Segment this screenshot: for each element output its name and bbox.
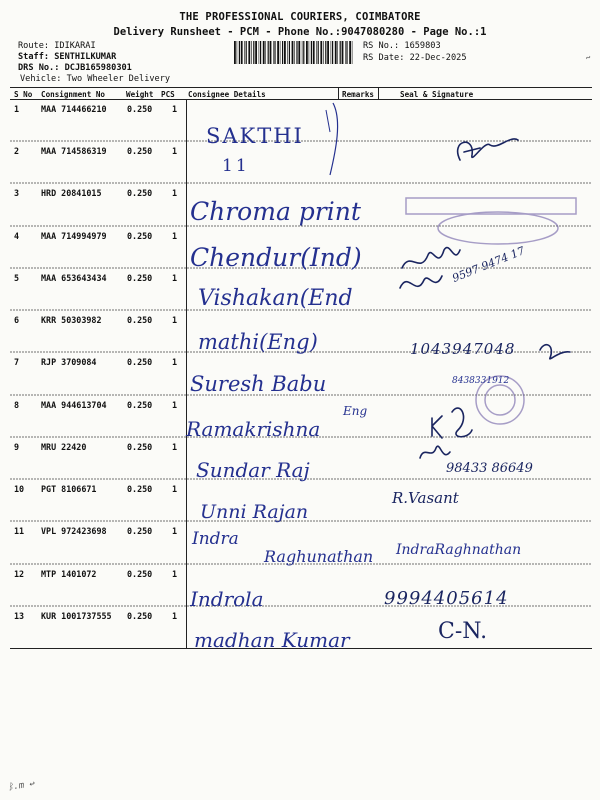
- row-weight: 0.250: [127, 526, 153, 536]
- row-weight: 0.250: [127, 315, 153, 325]
- row-weight: 0.250: [127, 188, 153, 198]
- row-sno: 7: [14, 357, 20, 367]
- col-header-seal-signature: Seal & Signature: [400, 90, 474, 99]
- handwritten-eng-tag: Eng: [343, 404, 368, 418]
- row-sno: 11: [14, 526, 25, 536]
- row-sno: 9: [14, 442, 20, 452]
- col-header-pcs: PCS: [161, 90, 175, 99]
- row-consignment: MRU 22420: [41, 442, 87, 452]
- handwritten-consignee-12: Indrola: [190, 587, 264, 611]
- row-sno: 12: [14, 569, 25, 579]
- barcode-icon: [232, 40, 356, 65]
- row-sno: 5: [14, 273, 20, 283]
- rs-date-label: RS Date:: [363, 53, 405, 63]
- vehicle-value: Two Wheeler Delivery: [66, 74, 171, 84]
- signature-row10: R.Vasant: [392, 489, 459, 507]
- drs-line: [18, 63, 132, 73]
- vehicle-label: Vehicle:: [20, 74, 62, 84]
- row-consignment: MAA 714466210: [41, 104, 107, 114]
- row-sno: 10: [14, 484, 25, 494]
- signature-phone-row4: 9597 9474 17: [450, 244, 527, 285]
- row-consignment: RJP 3709084: [41, 357, 97, 367]
- signature-strokes: [380, 100, 592, 648]
- row-weight: 0.250: [127, 484, 153, 494]
- row-weight: 0.250: [127, 442, 153, 452]
- row-pcs: 1: [172, 357, 178, 367]
- rs-date-value: 22-Dec-2025: [409, 53, 467, 63]
- signature-row11: IndraRaghnathan: [396, 542, 522, 558]
- row-sno: 2: [14, 146, 20, 156]
- row-pcs: 1: [172, 315, 178, 325]
- row-consignment: PGT 8106671: [41, 484, 97, 494]
- handwritten-consignee-5: Vishakan(End: [198, 286, 353, 311]
- row-pcs: 1: [172, 442, 178, 452]
- row-weight: 0.250: [127, 611, 153, 621]
- row-pcs: 1: [172, 231, 178, 241]
- row-consignment: KUR 1001737555: [41, 611, 112, 621]
- row-weight: 0.250: [127, 400, 153, 410]
- row-pcs: 1: [172, 569, 178, 579]
- row-weight: 0.250: [127, 104, 153, 114]
- route-line: [18, 41, 96, 51]
- row-pcs: 1: [172, 146, 178, 156]
- col-header-consignment: Consignment No: [41, 90, 106, 99]
- col-header-weight: Weight: [126, 90, 154, 99]
- handwritten-consignee-13: madhan Kumar: [194, 628, 350, 652]
- remarks-divider-right: [378, 87, 379, 99]
- handwritten-consignee-4: Chendur(Ind): [190, 243, 362, 272]
- staff-value: SENTHILKUMAR: [54, 52, 117, 62]
- signature-row13: C-N.: [438, 619, 488, 644]
- row-pcs: 1: [172, 104, 178, 114]
- runsheet-subtitle: Delivery Runsheet - PCM - Phone No.:9047080280 - Page No.:1: [113, 26, 487, 38]
- row-pcs: 1: [172, 611, 178, 621]
- row-sno: 6: [14, 315, 20, 325]
- handwritten-consignee-9: Sundar Raj: [196, 458, 310, 482]
- row-consignment: VPL 972423698: [41, 526, 107, 536]
- remarks-divider-left: [338, 87, 339, 99]
- row-sno: 1: [14, 104, 20, 114]
- row-sno: 3: [14, 188, 20, 198]
- bottom-scribble: ᛒ.m ↩: [7, 779, 36, 793]
- handwritten-consignee-6: mathi(Eng): [198, 330, 318, 354]
- staff-label: Staff:: [18, 52, 50, 62]
- handwritten-consignee-8: Ramakrishna: [186, 417, 321, 441]
- row-consignment: HRD 20841015: [41, 188, 102, 198]
- row-consignment: MAA 653643434: [41, 273, 107, 283]
- handwritten-consignee-11: Indra: [192, 529, 239, 549]
- consignee-column-divider: [186, 100, 187, 648]
- row-consignment: MTP 1401072: [41, 569, 97, 579]
- row-pcs: 1: [172, 526, 178, 536]
- signature-phone-row7: 8438331912: [452, 376, 510, 386]
- row-weight: 0.250: [127, 231, 153, 241]
- row-weight: 0.250: [127, 273, 153, 283]
- col-header-sno: S No: [14, 90, 33, 99]
- handwritten-consignee-2: 11: [222, 156, 250, 176]
- handwritten-consignee-3: Chroma print: [190, 197, 361, 226]
- row-consignment: MAA 714586319: [41, 146, 107, 156]
- col-header-consignee: Consignee Details: [188, 90, 266, 99]
- row-consignment: MAA 944613704: [41, 400, 107, 410]
- rs-no-line: [363, 41, 441, 51]
- row-pcs: 1: [172, 188, 178, 198]
- col-header-remarks: Remarks: [342, 90, 375, 99]
- row-pcs: 1: [172, 400, 178, 410]
- signature-phone-row9: 98433 86649: [446, 461, 533, 476]
- handwritten-raghunathan: Raghunathan: [264, 547, 374, 566]
- vehicle-line: [20, 74, 170, 84]
- handwritten-consignee-7: Suresh Babu: [190, 372, 327, 396]
- drs-value: DCJB165980301: [64, 63, 132, 73]
- signature-phone-row6: 1043947048: [410, 340, 516, 358]
- route-label: Route:: [18, 41, 50, 51]
- drs-label: DRS No.:: [18, 63, 60, 73]
- row-weight: 0.250: [127, 146, 153, 156]
- row-consignment: KRR 50303982: [41, 315, 102, 325]
- handwritten-consignee-1: SAKTHI: [206, 124, 304, 148]
- row-weight: 0.250: [127, 357, 153, 367]
- row-pcs: 1: [172, 484, 178, 494]
- row-consignment: MAA 714994979: [41, 231, 107, 241]
- rs-date-line: [363, 53, 467, 63]
- route-value: IDIKARAI: [54, 41, 96, 51]
- row-sno: 13: [14, 611, 25, 621]
- row-sno: 8: [14, 400, 20, 410]
- company-title: THE PROFESSIONAL COURIERS, COIMBATORE: [179, 11, 421, 23]
- staff-line: [18, 52, 116, 62]
- row-pcs: 1: [172, 273, 178, 283]
- row-sno: 4: [14, 231, 20, 241]
- handwritten-consignee-10: Unni Rajan: [200, 501, 309, 523]
- rs-no-label: RS No.:: [363, 41, 400, 51]
- rs-no-value: 1659803: [404, 41, 441, 51]
- table-top-rule: [10, 87, 592, 88]
- signature-phone-row12: 9994405614: [384, 588, 509, 609]
- row-weight: 0.250: [127, 569, 153, 579]
- corner-pen-mark: ˜: [583, 54, 597, 72]
